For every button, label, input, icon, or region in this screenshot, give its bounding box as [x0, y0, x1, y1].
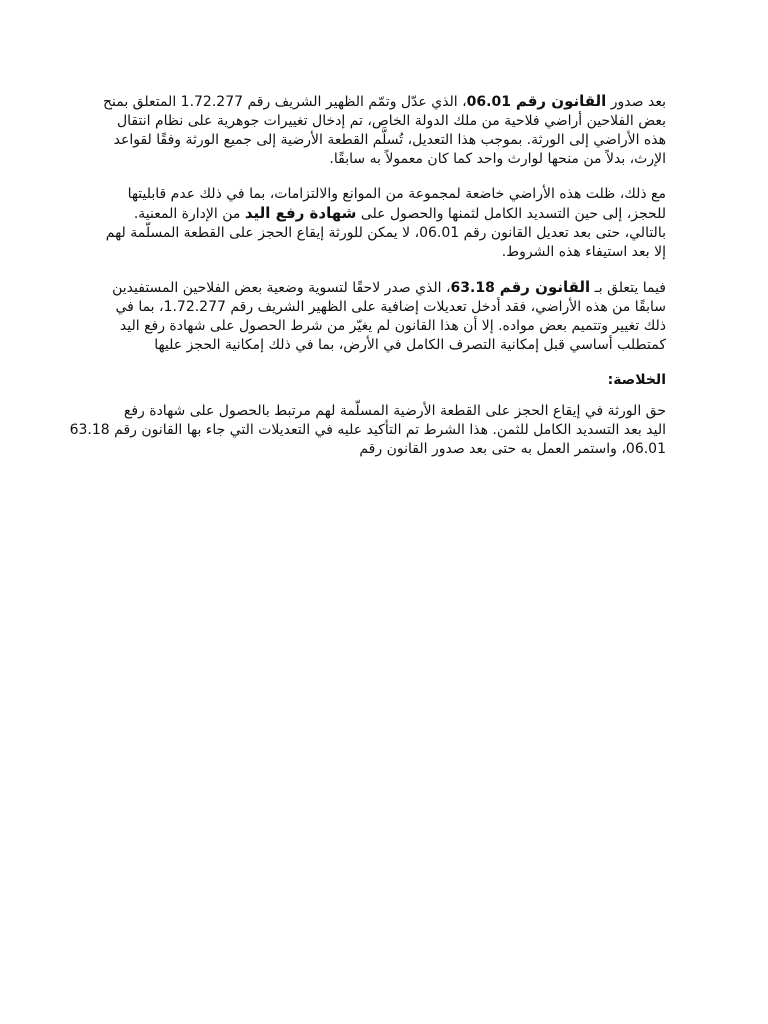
text-line: هذه الأراضي إلى الورثة. بموجب هذا التعديل، تُسلَّم القطعة الأرضية إلى جميع الورثة وفقًا لقواعد: [113, 132, 666, 148]
text-line: اليد بعد التسديد الكامل للثمن. هذا الشرط تم التأكيد عليه في التعديلات التي جاء بها القانون رقم 63.18: [69, 422, 666, 438]
document-page: [69, 92, 666, 475]
text-run: ، الذي عدّل وتمّم الظهير الشريف رقم 1.72.277 المتعلق بمنح: [102, 94, 467, 110]
text-line: [90, 92, 666, 112]
text-line: [90, 278, 666, 298]
text-line: بعض الفلاحين أراضي فلاحية من ملك الدولة الخاص، تم إدخال تغييرات جوهرية على نظام انتقال: [116, 113, 666, 129]
release-certificate-term: شهادة رفع اليد: [244, 204, 357, 222]
law-label: القانون رقم: [515, 92, 607, 110]
law-number: 06.01: [466, 94, 516, 110]
text-line: إلا بعد استيفاء هذه الشروط.: [501, 244, 666, 260]
text-line: مع ذلك، ظلت هذه الأراضي خاضعة لمجموعة من الموانع والالتزامات، بما في ذلك عدم قابليتها: [127, 186, 666, 202]
text-line: [90, 204, 666, 224]
paragraph-conclusion: [69, 402, 666, 459]
paragraph-law-06-01: [90, 92, 666, 169]
text-run: بعد صدور: [606, 94, 666, 110]
text-line: بالتالي، حتى بعد تعديل القانون رقم 06.01، لا يمكن للورثة إيقاع الحجز على القطعة المسلّمة لهم: [105, 225, 666, 241]
text-run: ، الذي صدر لاحقًا لتسوية وضعية بعض الفلاحين المستفيدين: [112, 280, 451, 296]
paragraph-restrictions: [90, 185, 666, 262]
text-line: سابقًا من هذه الأراضي، فقد أدخل تعديلات إضافية على الظهير الشريف رقم 1.72.277، بما في: [115, 299, 666, 315]
text-run: فيما يتعلق بـ: [590, 280, 666, 296]
conclusion-heading: [90, 371, 666, 390]
text-line: كمتطلب أساسي قبل إمكانية التصرف الكامل في الأرض، بما في ذلك إمكانية الحجز عليها: [154, 337, 666, 353]
text-run: للحجز، إلى حين التسديد الكامل لثمنها والحصول على: [356, 206, 666, 222]
text-line: حق الورثة في إيقاع الحجز على القطعة الأرضية المسلّمة لهم مرتبط بالحصول على شهادة رفع: [123, 403, 666, 419]
text-line: ذلك تغيير وتتميم بعض مواده. إلا أن هذا القانون لم يغيّر من شرط الحصول على شهادة رفع اليد: [119, 318, 666, 334]
law-number: 63.18: [450, 280, 500, 296]
text-line: 06.01، واستمر العمل به حتى بعد صدور القانون رقم: [359, 441, 666, 457]
law-label: القانون رقم: [499, 278, 591, 296]
paragraph-law-63-18: [90, 278, 666, 355]
text-run: من الإدارة المعنية.: [133, 206, 245, 222]
heading-text: الخلاصة:: [607, 372, 666, 388]
text-line: الإرث، بدلاً من منحها لوارث واحد كما كان معمولاً به سابقًا.: [329, 151, 666, 167]
